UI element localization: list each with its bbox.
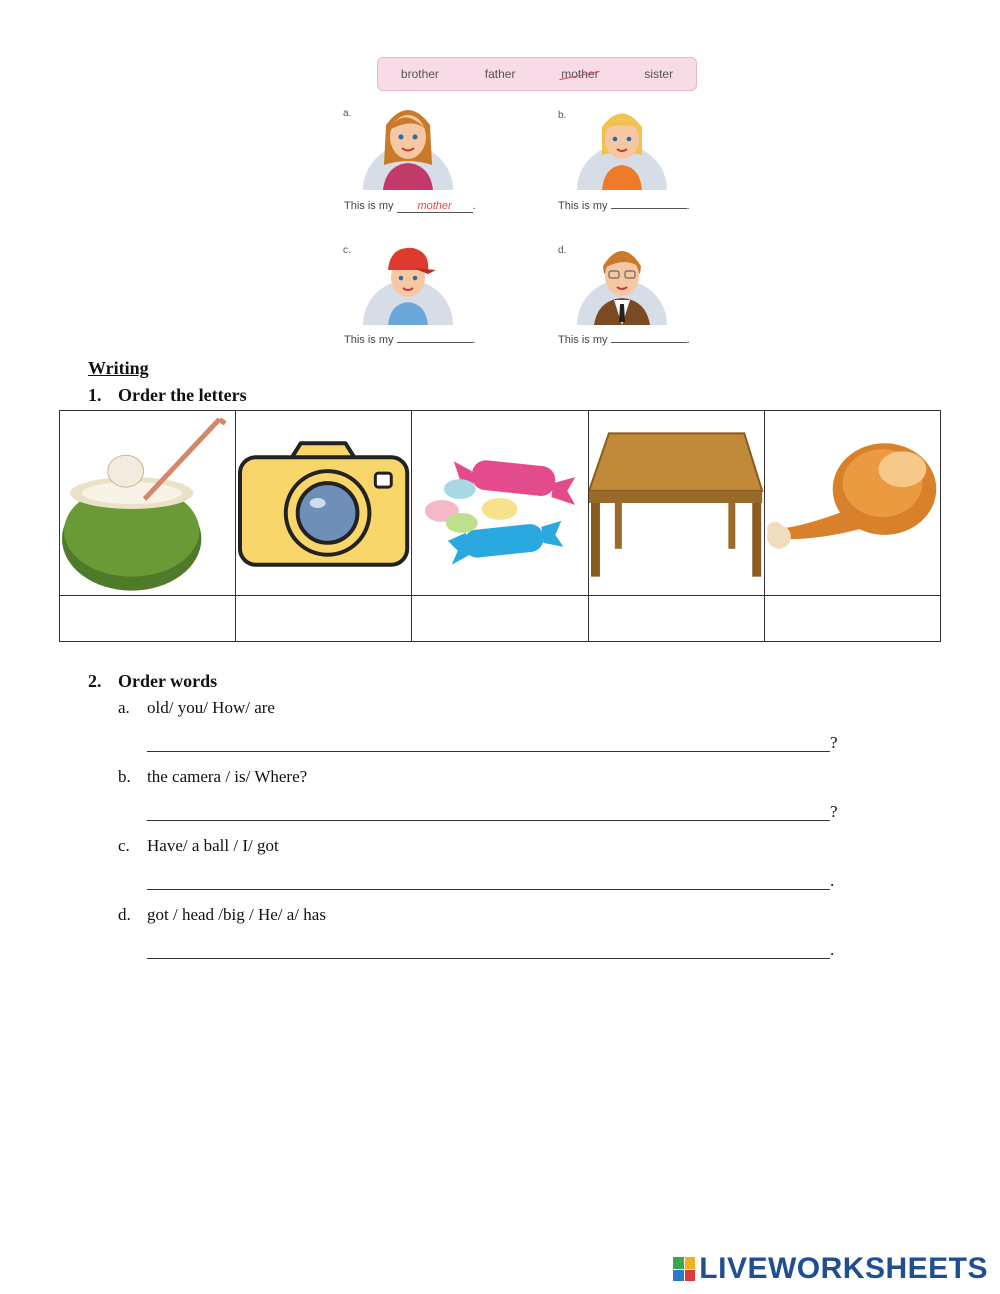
word-bank-item: brother [400, 67, 439, 81]
item-letter: b. [558, 110, 567, 121]
answer-line[interactable] [147, 942, 830, 959]
answer-cell[interactable] [412, 596, 588, 642]
answer-blank[interactable] [397, 342, 473, 343]
section-heading: Writing [88, 358, 149, 378]
order-letters-table [59, 410, 941, 642]
answer-line[interactable] [147, 873, 830, 890]
answer-line[interactable] [147, 735, 830, 752]
liveworksheets-logo [673, 1252, 988, 1286]
word-bank-item: father [484, 67, 516, 81]
order-words-item: a. old/ you/ How/ are [118, 698, 275, 717]
question-1-heading: 1. Order the letters [88, 385, 247, 405]
brand-name: LIVEWORKSHEETS [699, 1252, 988, 1285]
coconut-drink-picture [60, 411, 235, 595]
word-bank [377, 57, 697, 91]
family-sentence-c: This is my . [344, 334, 476, 346]
word-bank-item: mother [561, 67, 599, 81]
chicken-leg-picture [765, 411, 940, 595]
item-letter: d. [558, 245, 567, 256]
item-letter: a. [343, 108, 352, 119]
logo-icon [673, 1257, 695, 1281]
family-exercise [336, 55, 706, 355]
table-picture [589, 411, 764, 595]
answer-blank[interactable] [611, 342, 687, 343]
end-punctuation: ? [830, 802, 838, 821]
item-letter: c. [343, 245, 351, 256]
candy-picture [412, 411, 587, 595]
picture-cell [412, 411, 588, 596]
family-sentence-a: This is my mother . [344, 200, 476, 212]
family-sentence-d: This is my . [558, 334, 690, 346]
order-words-item: c. Have/ a ball / I/ got [118, 836, 279, 855]
mother-portrait [358, 95, 458, 195]
picture-cell [764, 411, 940, 596]
end-punctuation: . [830, 940, 835, 959]
sister-portrait [572, 95, 672, 195]
word-bank-item: sister [644, 67, 674, 81]
end-punctuation: . [830, 871, 835, 890]
answer-blank[interactable]: mother [397, 200, 473, 213]
father-portrait [572, 230, 672, 330]
question-2-heading: 2. Order words [88, 671, 218, 691]
end-punctuation: ? [830, 733, 838, 752]
picture-cell [60, 411, 236, 596]
order-words-item: d. got / head /big / He/ a/ has [118, 905, 326, 924]
camera-picture [236, 411, 411, 595]
family-sentence-b: This is my . [558, 200, 690, 212]
brother-portrait [358, 230, 458, 330]
picture-cell [588, 411, 764, 596]
answer-blank[interactable] [611, 208, 687, 209]
answer-cell[interactable] [236, 596, 412, 642]
order-words-item: b. the camera / is/ Where? [118, 767, 308, 786]
picture-cell [236, 411, 412, 596]
answer-cell[interactable] [588, 596, 764, 642]
answer-line[interactable] [147, 804, 830, 821]
answer-cell[interactable] [60, 596, 236, 642]
answer-cell[interactable] [764, 596, 940, 642]
